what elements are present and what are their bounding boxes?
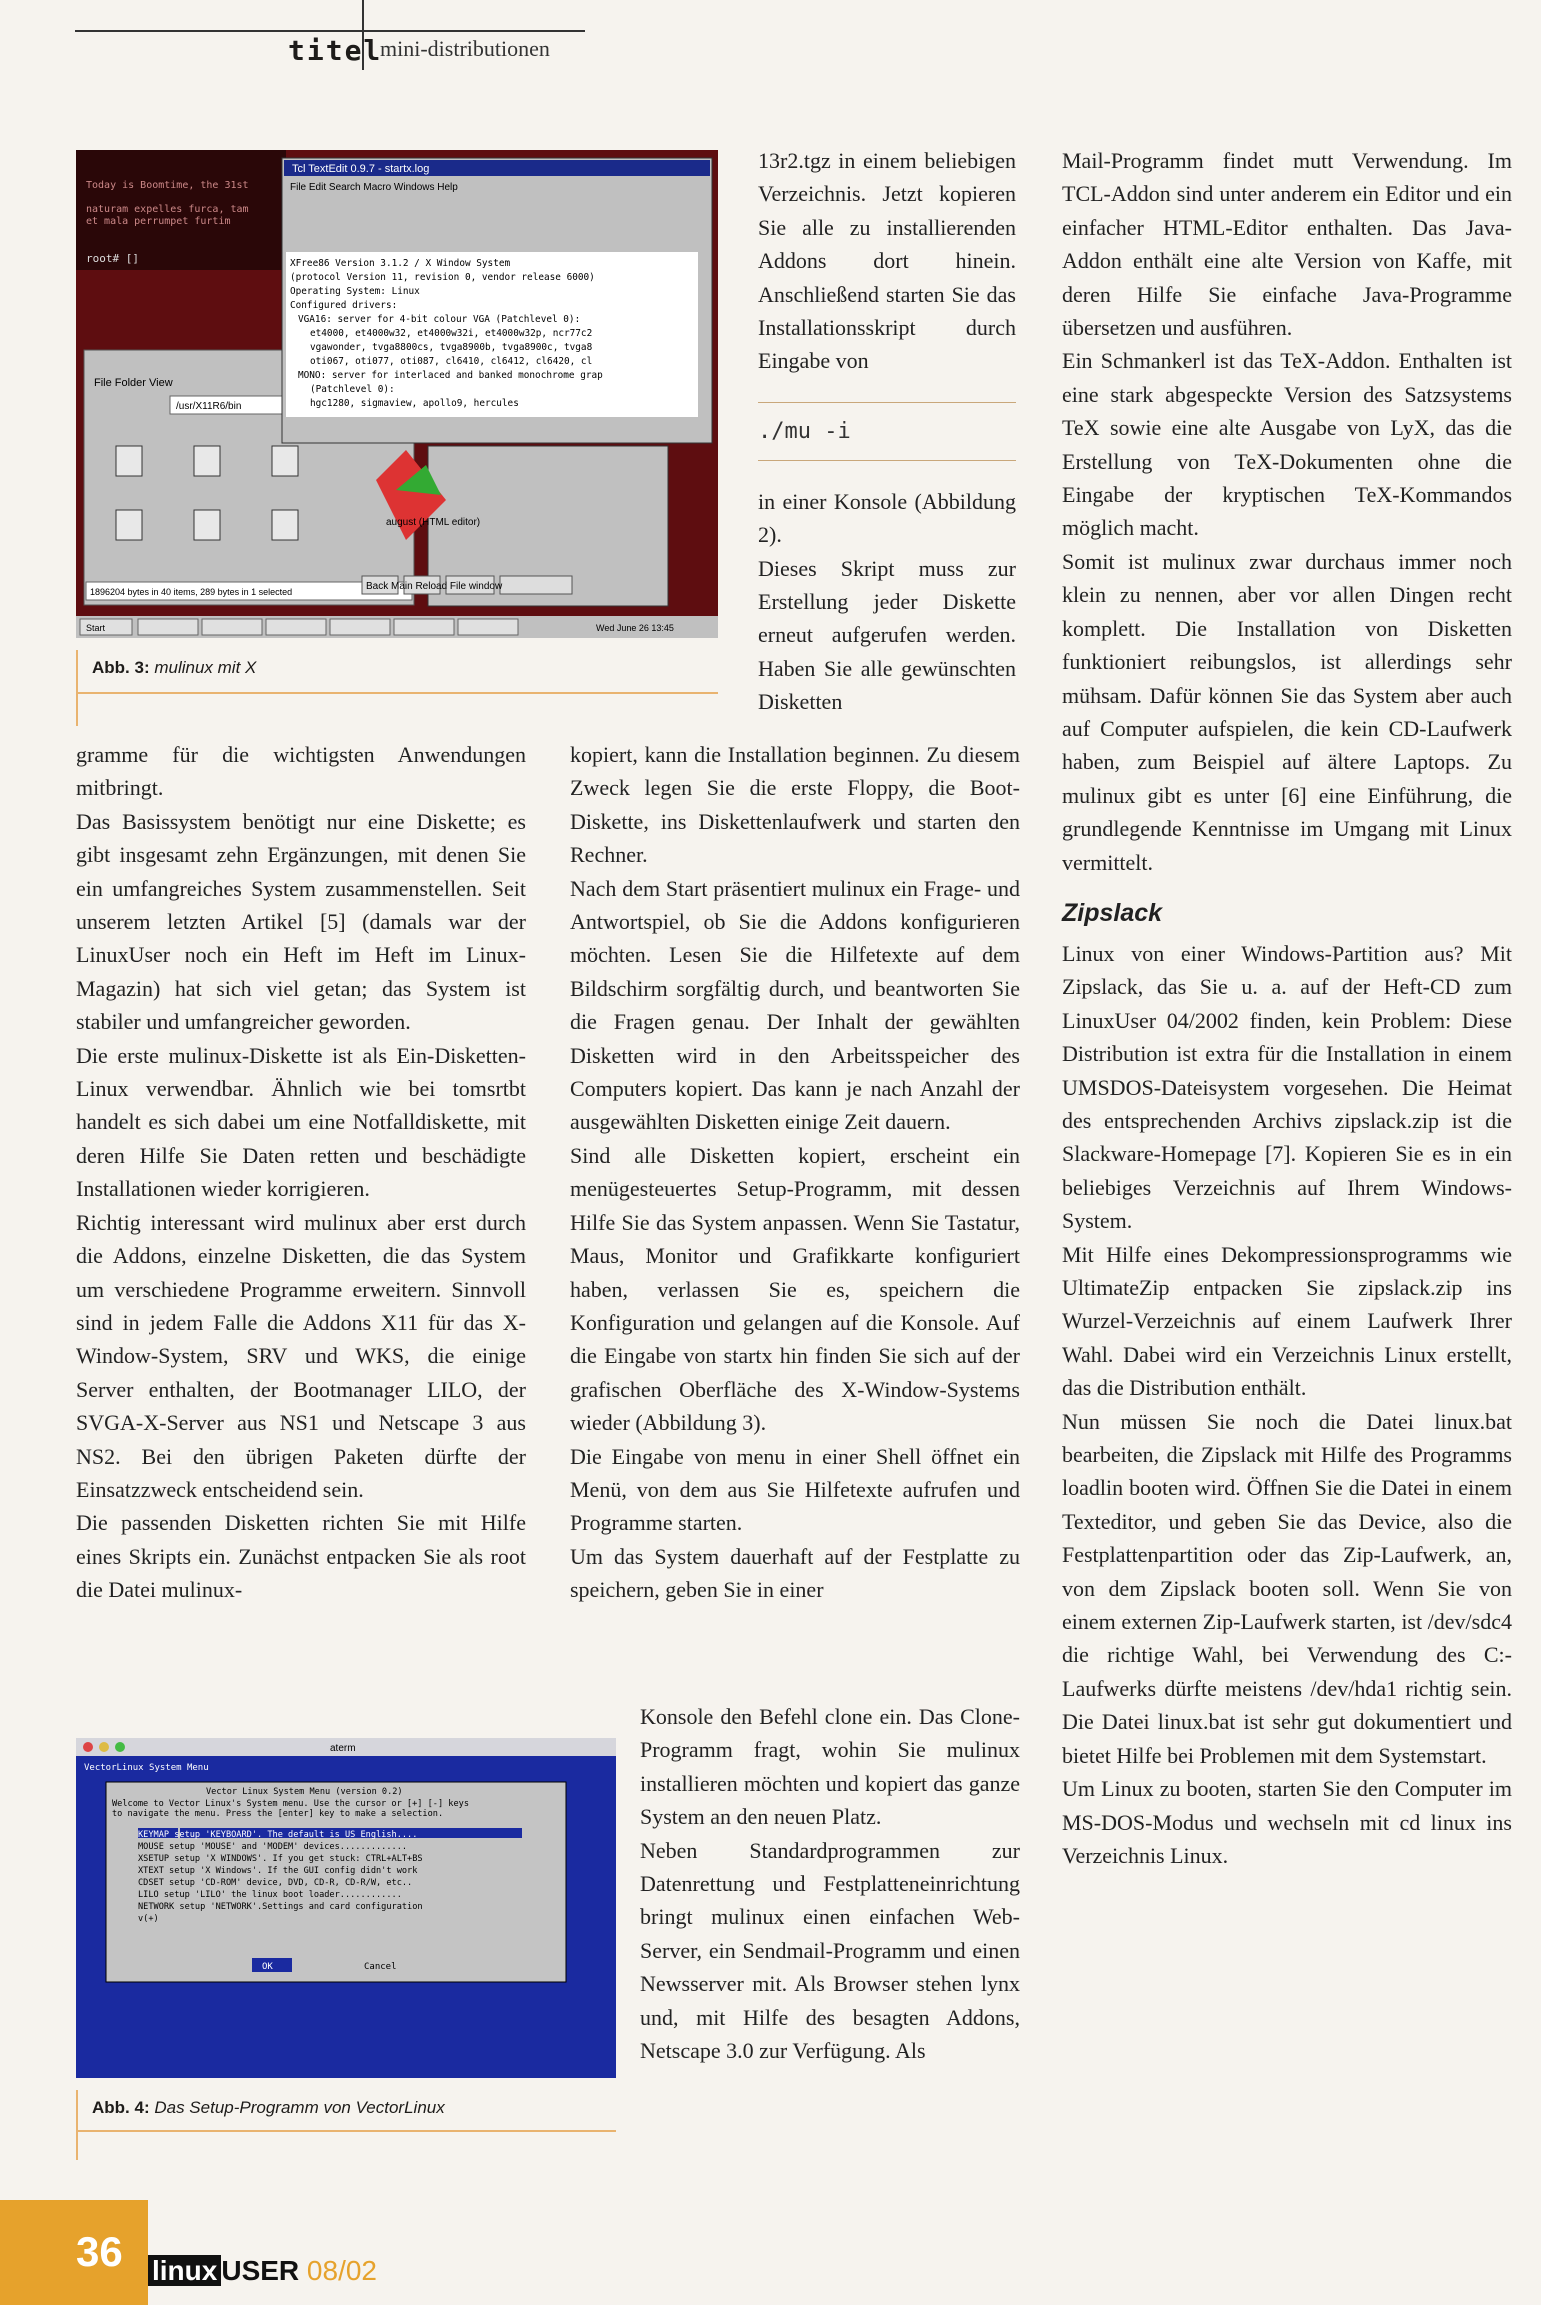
svg-text:Wed June 26 13:45: Wed June 26 13:45 bbox=[596, 623, 674, 633]
svg-text:root# []: root# [] bbox=[86, 252, 139, 265]
paragraph: Die Eingabe von menu in einer Shell öffnet ein Menü, von dem aus Sie Hilfetexte aufrufen und Programme starten. bbox=[570, 1443, 1020, 1536]
mulinux-x-desktop bbox=[76, 150, 718, 638]
paragraph: Die passenden Disketten richten Sie mit Hilfe eines Skripts ein. Zunächst entpacken Sie als root die Datei mulinux- bbox=[76, 1510, 526, 1603]
paragraph: Konsole den Befehl clone ein. Das Clone-Programm fragt, wohin Sie mulinux installieren möchten und kopiert das ganze System an den neuen Platz. bbox=[640, 1704, 1020, 1830]
paragraph: Nun müssen Sie noch die Datei linux.bat bearbeiten, die Zipslack mit Hilfe des Programms loadlin booten wird. Öffnen Sie die Datei in einem Texteditor, und geben Sie das Device, also die Festplattenpartition oder das Zip-Laufwerk, an, von dem Zipslack booten soll. Wenn Sie von einem externen Zip-Laufwerk starten, ist /dev/sdc4 die richtige Wahl, bei Verwendung des C:-Laufwerks dürfte meistens /dev/hda1 richtig sein. Die Datei linux.bat ist sehr gut dokumentiert und bietet Hilfe bei Problemen mit dem Systemstart. bbox=[1062, 1408, 1512, 1768]
column-2-main bbox=[570, 738, 1020, 1607]
paragraph: kopiert, kann die Installation beginnen. Zu diesem Zweck legen Sie die erste Floppy, die Boot-Diskette, ins Diskettenlaufwerk und starten den Rechner. bbox=[570, 742, 1020, 868]
svg-text:Cancel: Cancel bbox=[364, 1962, 397, 1972]
svg-text:v(+): v(+) bbox=[138, 1914, 159, 1924]
figure-3-caption: Abb. 3: mulinux mit X bbox=[92, 658, 257, 677]
svg-text:XSETUP setup 'X WINDOWS'. If: XSETUP setup 'X WINDOWS'. If you get stuck: CTRL+ALT+BS bbox=[138, 1854, 423, 1864]
paragraph: Um das System dauerhaft auf der Festplatte zu speichern, geben Sie in einer bbox=[570, 1543, 1020, 1603]
svg-text:File Folder View: File Folder View bbox=[94, 377, 173, 389]
caption-rule bbox=[76, 2130, 616, 2132]
column-2-bottom bbox=[640, 1700, 1020, 2067]
vectorlinux-setup-terminal bbox=[76, 1738, 616, 2078]
paragraph: Das Basissystem benötigt nur eine Diskette; es gibt insgesamt zehn Ergänzungen, mit denen Sie ein umfangreiches System zusammenstellen. Seit unserem letzten Artikel [5] (damals war der LinuxUser noch ein Heft im Heft im Linux-Magazin) hat sich viel getan; das System ist stabiler und umfangreicher geworden. bbox=[76, 808, 526, 1035]
page-number: 36 bbox=[0, 2200, 148, 2305]
svg-text:hgc1280, sigmaview, apollo9, h: hgc1280, sigmaview, apollo9, hercules bbox=[310, 398, 519, 409]
svg-text:oti067, oti077, oti087, cl6410: oti067, oti077, oti087, cl6410, cl6412, cl6420, cl bbox=[310, 356, 593, 367]
svg-text:Configured drivers:: Configured drivers: bbox=[290, 300, 398, 311]
svg-text:vgawonder, tvga8800cs, tvga890: vgawonder, tvga8800cs, tvga8900b, tvga8900c, tvga8 bbox=[310, 342, 593, 353]
caption-vrule bbox=[76, 650, 78, 726]
paragraph: Somit ist mulinux zwar durchaus immer noch klein zu nennen, aber vor allen Dingen recht komplett. Die Installation von Disketten funktioniert reibungslos, ist allerdings sehr mühsam. Dafür können Sie das System aber auch auf Computer aufspielen, die kein CD-Laufwerk haben, zum Beispiel auf ältere Laptops. Zu mulinux gibt es unter [6] eine Einführung, die grundlegende Kenntnisse im Umgang mit Linux vermittelt. bbox=[1062, 548, 1512, 875]
magazine-logo bbox=[148, 2255, 377, 2287]
logo-linux: linux bbox=[148, 2255, 221, 2286]
figure-4-caption: Abb. 4: Das Setup-Programm von VectorLinux bbox=[92, 2098, 445, 2117]
paragraph: Sind alle Disketten kopiert, erscheint ein menügesteuertes Setup-Programm, mit dessen Hilfe Sie das System anpassen. Wenn Sie Tastatur, Maus, Monitor und Grafikkarte konfiguriert haben, verlassen Sie es, speichern die Konfiguration und gelangen auf die Konsole. Auf die Eingabe von startx hin finden Sie sich auf der grafischen Oberfläche des X-Window-Systems wieder (Abbildung 3). bbox=[570, 1142, 1020, 1436]
svg-text:MONO: server for interlaced an: MONO: server for interlaced and banked monochrome grap bbox=[298, 370, 603, 381]
column-1 bbox=[76, 738, 526, 1607]
paragraph: Dieses Skript muss zur Erstellung jeder Diskette erneut aufgerufen werden. Haben Sie alle gewünschten Disketten bbox=[758, 555, 1016, 715]
page-header bbox=[0, 0, 1541, 75]
paragraph: gramme für die wichtigsten Anwendungen mitbringt. bbox=[76, 742, 526, 801]
svg-text:/usr/X11R6/bin: /usr/X11R6/bin bbox=[176, 401, 242, 412]
paragraph: Linux von einer Windows-Partition aus? Mit Zipslack, das Sie u. a. auf der Heft-CD zum LinuxUser 04/2002 finden, kein Problem: Diese Distribution ist extra für die Installation in einem UMSDOS-Dateisystem vorgesehen. Die Heimat des entsprechenden Archivs zipslack.zip ist die Slackware-Homepage [7]. Kopieren Sie es in ein beliebiges Verzeichnis auf Ihrem Windows-System. bbox=[1062, 940, 1512, 1234]
figure-3-screenshot bbox=[76, 150, 718, 638]
svg-text:VectorLinux System Menu: VectorLinux System Menu bbox=[84, 1763, 209, 1773]
paragraph: Ein Schmankerl ist das TeX-Addon. Enthalten ist eine stark abgespeckte Version des Satzsystems TeX sowie eine alte Ausgabe von LyX, das die Erstellung von TeX-Dokumenten ohne die Eingabe der kryptischen TeX-Kommandos möglich macht. bbox=[1062, 348, 1512, 541]
paragraph: Mit Hilfe eines Dekompressionsprogramms wie UltimateZip entpacken Sie zipslack.zip ins Wurzel-Verzeichnis auf einem Laufwerk Ihrer Wahl. Dabei wird ein Verzeichnis Linux erstellt, das die Distribution enthält. bbox=[1062, 1241, 1512, 1401]
svg-text:KEYMAP setup 'KEYBOARD'. The: KEYMAP setup 'KEYBOARD'. The default is US English.... bbox=[138, 1830, 418, 1840]
svg-text:Tcl TextEdit 0.9.7 - startx.lo: Tcl TextEdit 0.9.7 - startx.log bbox=[292, 163, 430, 175]
svg-text:VGA16: server for 4-bit colour: VGA16: server for 4-bit colour VGA (Patchlevel 0): bbox=[298, 314, 581, 325]
paragraph: Neben Standardprogrammen zur Datenrettung und Festplatteneinrichtung bringt mulinux einen einfachen Web-Server, ein Sendmail-Programm und einen Newsserver mit. Als Browser stehen lynx und, mit Hilfe des besagten Addons, Netscape 3.0 zur Verfügung. Als bbox=[640, 1837, 1020, 2064]
header-rule bbox=[75, 30, 585, 32]
command-box: ./mu -i bbox=[758, 402, 1016, 461]
paragraph: Richtig interessant wird mulinux aber erst durch die Addons, einzelne Disketten, die das System um verschiedene Programme erweitern. Sinnvoll sind in jedem Falle die Addons X11 für das X-Window-System, SRV und WKS, die einige Server enthalten, der Bootmanager LILO, der SVGA-X-Server aus NS1 und Netscape 3 aus NS2. Bei den übrigen Paketen dürfte der Einsatzzweck entscheidend sein. bbox=[76, 1209, 526, 1502]
svg-text:et mala perrumpet furtim: et mala perrumpet furtim bbox=[86, 216, 231, 227]
paragraph: in einer Konsole (Abbildung 2). bbox=[758, 488, 1016, 548]
issue-number: 08/02 bbox=[306, 2255, 377, 2286]
svg-text:(protocol Version 11, revision: (protocol Version 11, revision 0, vendor release 6000) bbox=[290, 272, 595, 283]
paragraph: Die erste mulinux-Diskette ist als Ein-Disketten-Linux verwendbar. Ähnlich wie bei tomsrtbt handelt es sich dabei um eine Notfalldiskette, mit deren Hilfe Sie Daten retten und beschädigte Installationen wieder korrigieren. bbox=[76, 1042, 526, 1202]
column-3 bbox=[1062, 144, 1512, 1872]
svg-text:august (HTML editor): august (HTML editor) bbox=[386, 517, 481, 528]
column-2-top bbox=[758, 144, 1016, 719]
svg-text:LILO setup 'LILO' the linu: LILO setup 'LILO' the linux boot loader............ bbox=[138, 1890, 402, 1900]
svg-text:NETWORK setup 'NETWORK'.Setti: NETWORK setup 'NETWORK'.Settings and card configuration bbox=[138, 1902, 423, 1912]
svg-text:OK: OK bbox=[262, 1962, 273, 1972]
figure-4-screenshot bbox=[76, 1738, 616, 2078]
caption-rule bbox=[76, 692, 718, 694]
logo-user: USER bbox=[221, 2255, 300, 2286]
svg-text:XTEXT setup 'X Windows'. If: XTEXT setup 'X Windows'. If the GUI config didn't work bbox=[138, 1866, 418, 1876]
svg-text:Today is Boomtime, the 31st: Today is Boomtime, the 31st bbox=[86, 180, 249, 191]
svg-text:Back Main Reload File wi: Back Main Reload File window bbox=[366, 581, 503, 592]
svg-text:Start: Start bbox=[86, 623, 106, 633]
svg-text:aterm: aterm bbox=[330, 1743, 356, 1754]
svg-text:XFree86 Version 3.1.2 / X Wind: XFree86 Version 3.1.2 / X Window System bbox=[290, 258, 511, 269]
paragraph: Um Linux zu booten, starten Sie den Computer im MS-DOS-Modus und wechseln mit cd linux ins Verzeichnis Linux. bbox=[1062, 1776, 1512, 1868]
section-subtitle: mini-distributionen bbox=[380, 36, 550, 61]
svg-text:File Edit Search Macro Win: File Edit Search Macro Windows Help bbox=[290, 182, 458, 193]
svg-text:Vector Linux System Menu (vers: Vector Linux System Menu (version 0.2) bbox=[206, 1787, 403, 1797]
svg-text:naturam expelles furca, tam: naturam expelles furca, tam bbox=[86, 204, 249, 215]
heading-zipslack: Zipslack bbox=[1062, 898, 1163, 927]
paragraph: Nach dem Start präsentiert mulinux ein Frage- und Antwortspiel, ob Sie die Addons konfigurieren möchten. Lesen Sie die Hilfetexte auf dem Bildschirm sorgfältig durch, und beantworten Sie die Fragen genau. Der Inhalt der gewählten Disketten wird in den Arbeitsspeicher des Computers kopiert. Das kann je nach Anzahl der ausgewählten Disketten einige Zeit dauern. bbox=[570, 875, 1020, 1135]
paragraph: Mail-Programm findet mutt Verwendung. Im TCL-Addon sind unter anderem ein Editor und ein einfacher HTML-Editor enthalten. Das Java-Addon enthält eine alte Version von Kaffe, mit deren Hilfe Sie einfache Java-Programme übersetzen und ausführen. bbox=[1062, 148, 1512, 341]
svg-text:CDSET setup 'CD-ROM' device: CDSET setup 'CD-ROM' device, DVD, CD-R, CD-R/W, etc.. bbox=[138, 1878, 413, 1888]
svg-text:Welcome to Vector Linux's Syst: Welcome to Vector Linux's System menu. Use the cursor or [+] [-] keys bbox=[112, 1799, 469, 1809]
caption-vrule bbox=[76, 2090, 78, 2160]
svg-text:Operating System: Linux: Operating System: Linux bbox=[290, 286, 420, 297]
section-title: titel bbox=[288, 34, 383, 67]
svg-text:et4000, et4000w32, et4000w32i,: et4000, et4000w32, et4000w32i, et4000w32p, ncr77c2 bbox=[310, 328, 593, 339]
paragraph: 13r2.tgz in einem beliebigen Verzeichnis. Jetzt kopieren Sie alle zu installierenden Addons dort hinein. Anschließend starten Sie das Installationsskript durch Eingabe von bbox=[758, 148, 1016, 374]
svg-text:MOUSE setup 'MOUSE' and 'MO: MOUSE setup 'MOUSE' and 'MODEM' devices............. bbox=[138, 1842, 408, 1852]
svg-text:to navigate the menu. Press th: to navigate the menu. Press the [enter] key to make a selection. bbox=[112, 1809, 444, 1819]
svg-text:1896204 bytes in 40 items, 289: 1896204 bytes in 40 items, 289 bytes in 1 selected bbox=[90, 587, 293, 597]
svg-text:(Patchlevel 0):: (Patchlevel 0): bbox=[310, 384, 395, 395]
